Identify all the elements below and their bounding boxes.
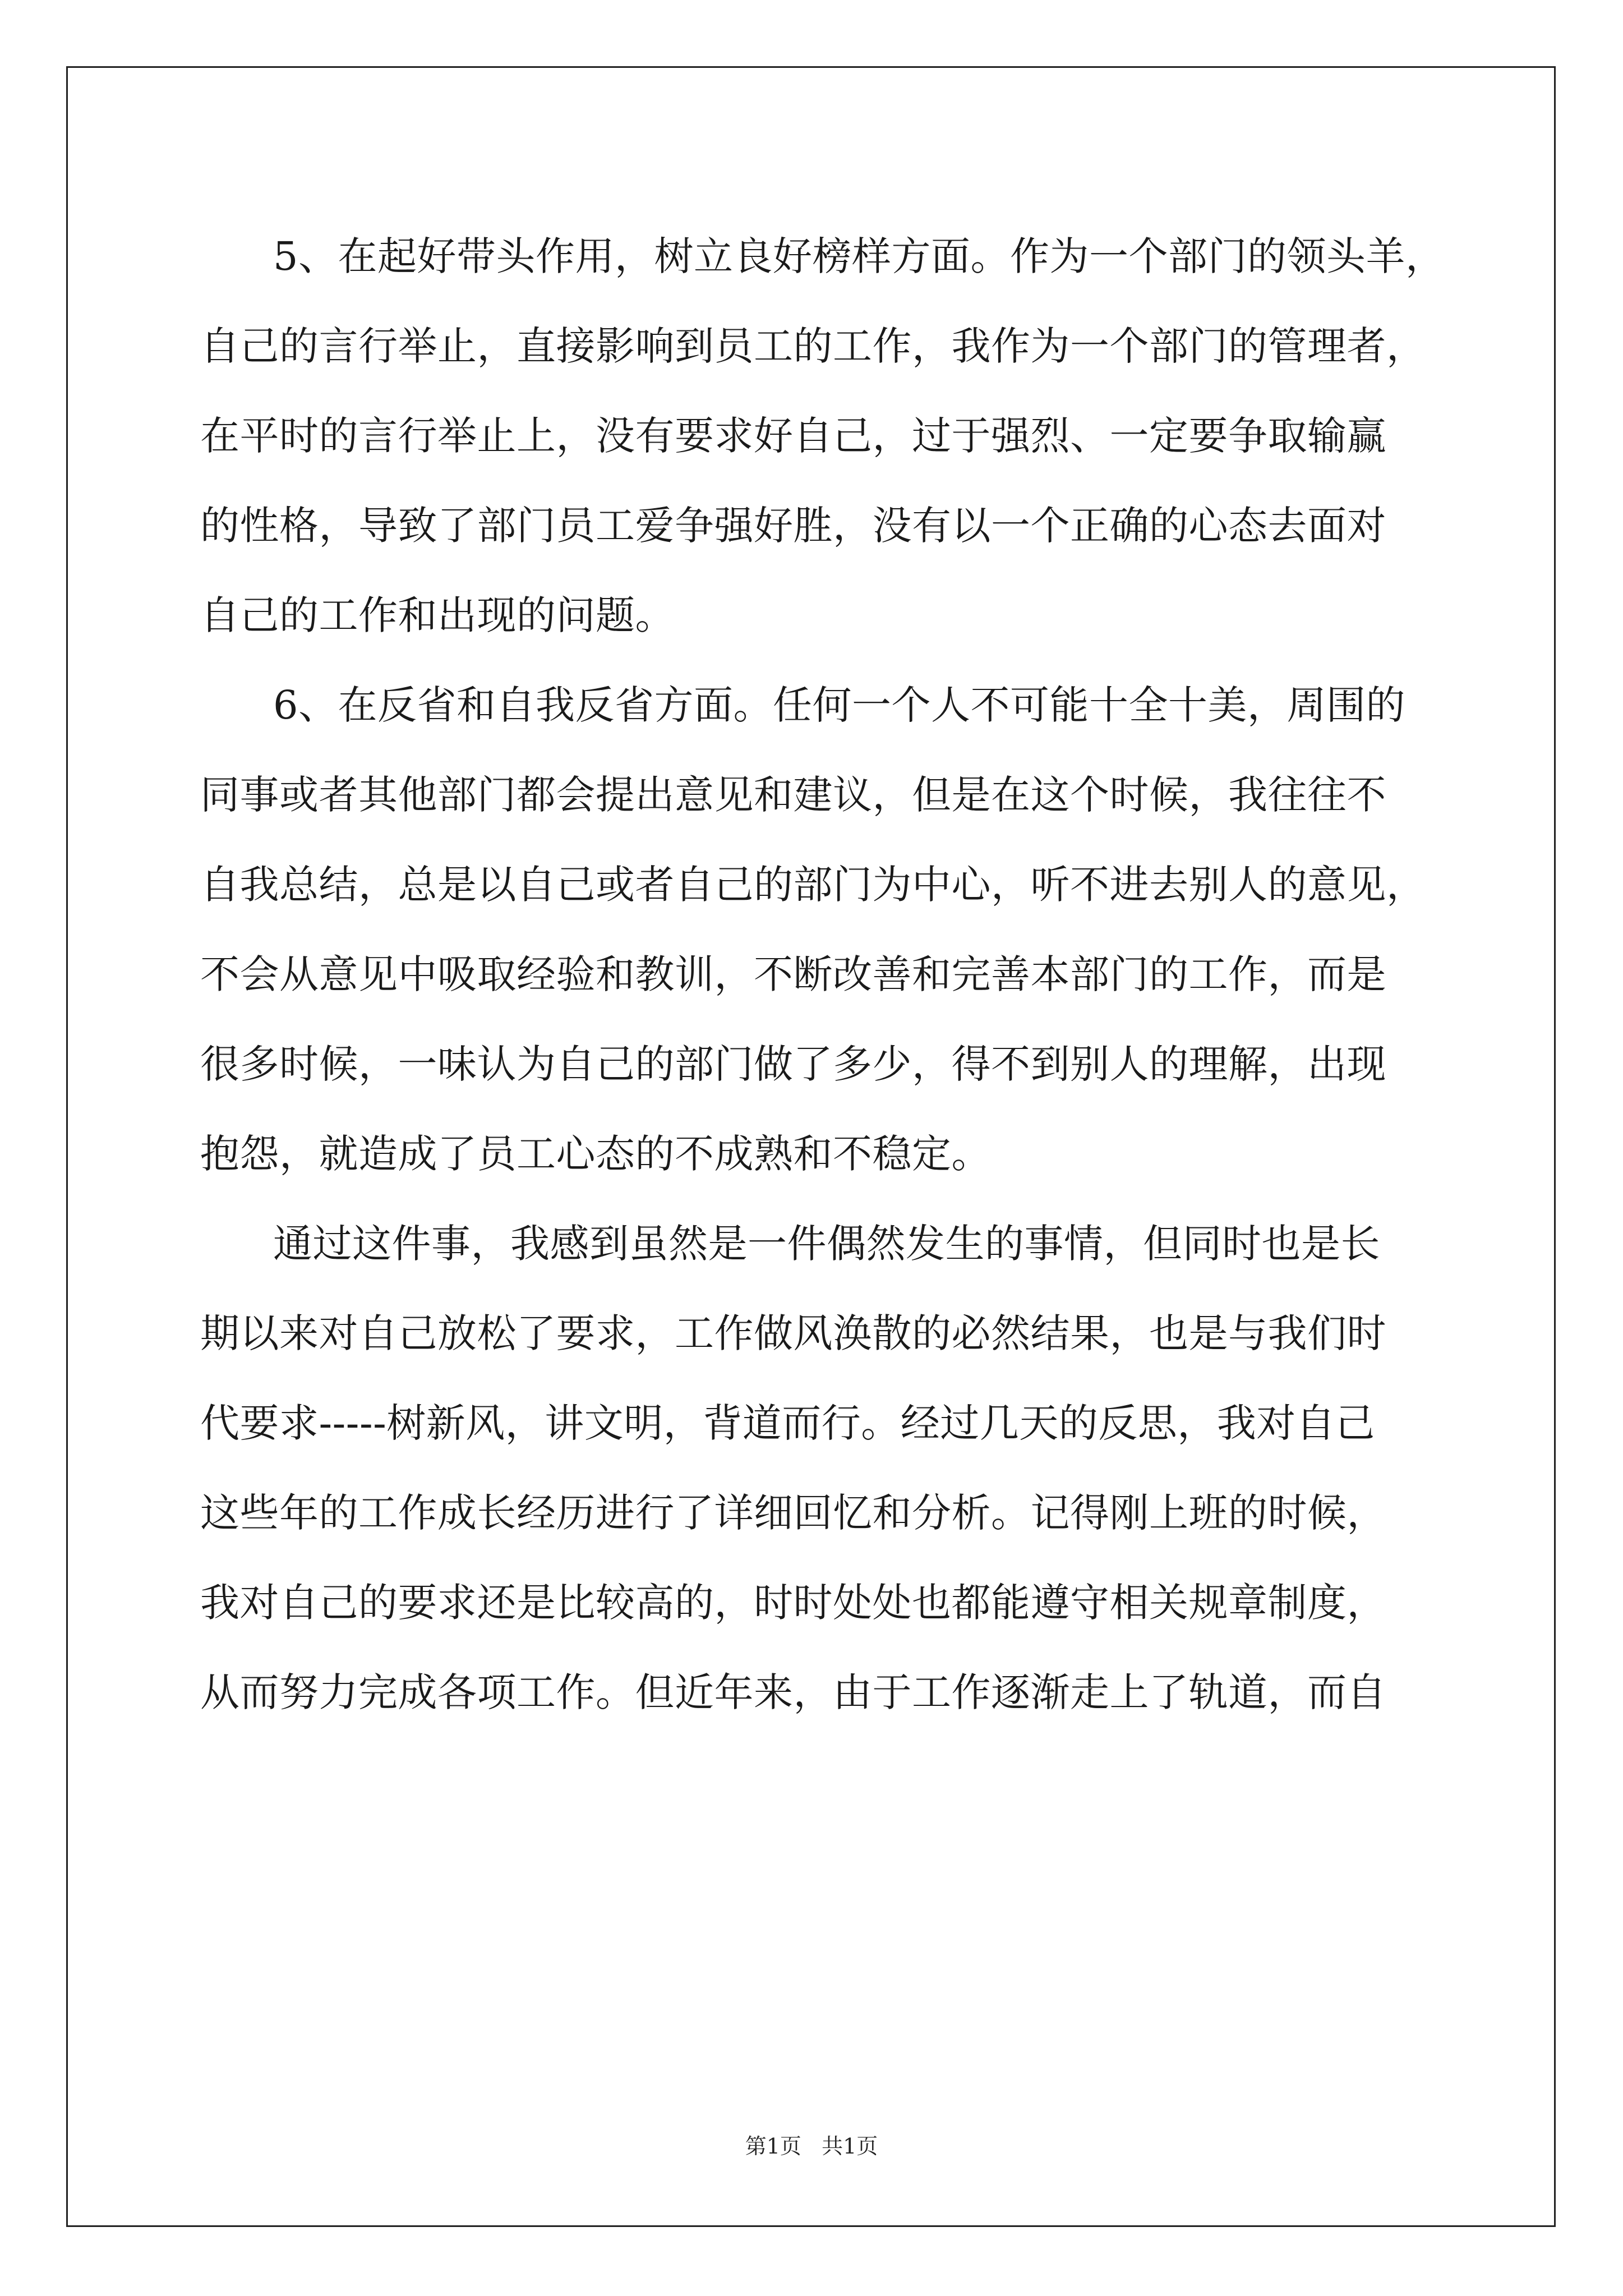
text-line: 代要求-----树新风，讲文明，背道而行。经过几天的反思，我对自己 [200, 1400, 1375, 1446]
text-line: 自己的言行举止，直接影响到员工的工作，我作为一个部门的管理者， [200, 323, 1426, 369]
text-line: 我对自己的要求还是比较高的，时时处处也都能遵守相关规章制度， [200, 1580, 1386, 1626]
text-line: 不会从意见中吸取经验和教训，不断改善和完善本部门的工作，而是 [200, 951, 1386, 997]
text-line: 这些年的工作成长经历进行了详细回忆和分析。记得刚上班的时候， [200, 1490, 1386, 1536]
text-line: 的性格，导致了部门员工爱争强好胜，没有以一个正确的心态去面对 [200, 503, 1386, 549]
text-line: 同事或者其他部门都会提出意见和建议，但是在这个时候，我往往不 [200, 772, 1386, 818]
page-number-footer: 第1页 共1页 [745, 2134, 878, 2159]
text-line: 在平时的言行举止上，没有要求好自己，过于强烈、一定要争取输赢 [200, 413, 1386, 459]
text-line: 从而努力完成各项工作。但近年来，由于工作逐渐走上了轨道，而自 [200, 1669, 1386, 1715]
text-line: 自我总结，总是以自己或者自己的部门为中心，听不进去别人的意见， [200, 862, 1426, 908]
text-line: 期以来对自己放松了要求，工作做风涣散的必然结果，也是与我们时 [200, 1310, 1386, 1356]
text-line: 6、在反省和自我反省方面。任何一个人不可能十全十美，周围的 [273, 682, 1406, 728]
text-line: 很多时候，一味认为自己的部门做了多少，得不到别人的理解，出现 [200, 1041, 1386, 1087]
text-line: 通过这件事，我感到虽然是一件偶然发生的事情，但同时也是长 [273, 1221, 1380, 1267]
text-line: 自己的工作和出现的问题。 [200, 592, 675, 638]
text-line: 5、在起好带头作用，树立良好榜样方面。作为一个部门的领头羊， [273, 233, 1445, 279]
text-line: 抱怨，就造成了员工心态的不成熟和不稳定。 [200, 1131, 991, 1177]
